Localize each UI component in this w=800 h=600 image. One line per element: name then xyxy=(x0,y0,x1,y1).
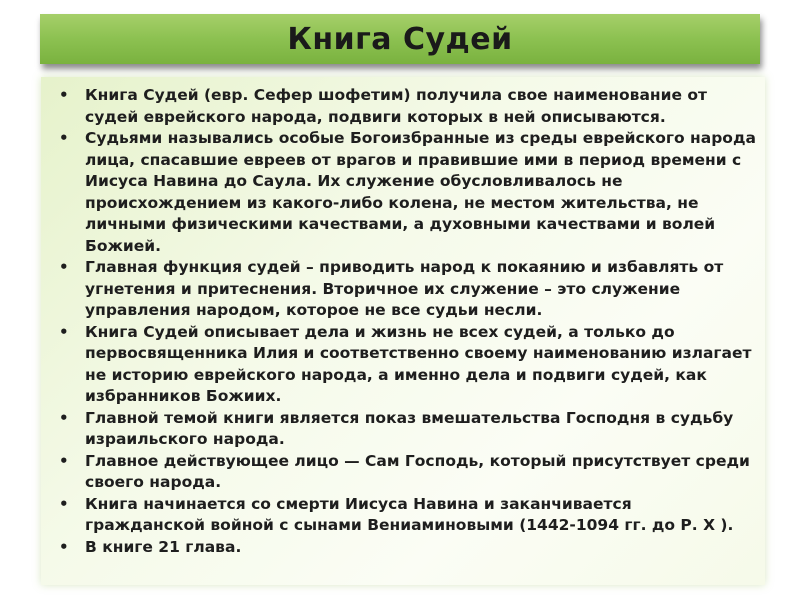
list-item xyxy=(57,451,757,494)
list-item xyxy=(57,322,757,408)
bullet-icon: • xyxy=(59,537,69,556)
list-item xyxy=(57,537,757,559)
content-panel xyxy=(41,77,765,585)
list-item xyxy=(57,85,757,128)
bullet-text: В книге 21 глава. xyxy=(85,537,242,556)
list-item xyxy=(57,494,757,537)
bullet-text: Книга Судей (евр. Сефер шофетим) получила свое наименование от судей еврейского народа, подвиги которых в ней описываются. xyxy=(85,86,708,126)
bullet-icon: • xyxy=(59,408,69,427)
bullet-icon: • xyxy=(59,86,69,104)
bullet-icon: • xyxy=(59,258,69,276)
bullet-text: Книга Судей описывает дела и жизнь не всех судей, а только до первосвященника Илия и соответственно своему наименованию излагает не историю еврейского народа, а именно дела и подвиги судей, как избранников Божиих. xyxy=(85,322,752,405)
bullet-icon: • xyxy=(59,451,69,470)
bullet-list xyxy=(57,85,757,558)
bullet-text: Книга начинается со смерти Иисуса Навина и заканчивается гражданской войной с сынами Вениаминовыми (1442-1094 гг. до Р. Х ). xyxy=(85,494,734,534)
bullet-text: Главная функция судей – приводить народ к покаянию и избавлять от угнетения и притеснения. Вторичное их служение – это служение управления народом, которое не все судьи несли. xyxy=(85,258,724,319)
bullet-text: Главной темой книги является показ вмешательства Господня в судьбу израильского народа. xyxy=(85,408,734,448)
bullet-icon: • xyxy=(59,322,69,341)
bullet-text: Судьями назывались особые Богоизбранные из среды еврейского народа лица, спасавшие евреев от врагов и правившие ими в период времени с Иисуса Навина до Саула. Их служение обусловливалось не происхождением из какого-либо колена, не местом жительства, не личными физическими качествами, а духовными качествами и волей Божией. xyxy=(85,129,756,255)
bullet-icon: • xyxy=(59,129,69,147)
title-banner xyxy=(40,14,760,64)
list-item xyxy=(57,408,757,451)
bullet-text: Главное действующее лицо — Сам Господь, который присутствует среди своего народа. xyxy=(85,451,750,491)
page-title: Книга Судей xyxy=(287,21,513,57)
list-item xyxy=(57,257,757,322)
bullet-icon: • xyxy=(59,494,69,513)
list-item xyxy=(57,128,757,257)
